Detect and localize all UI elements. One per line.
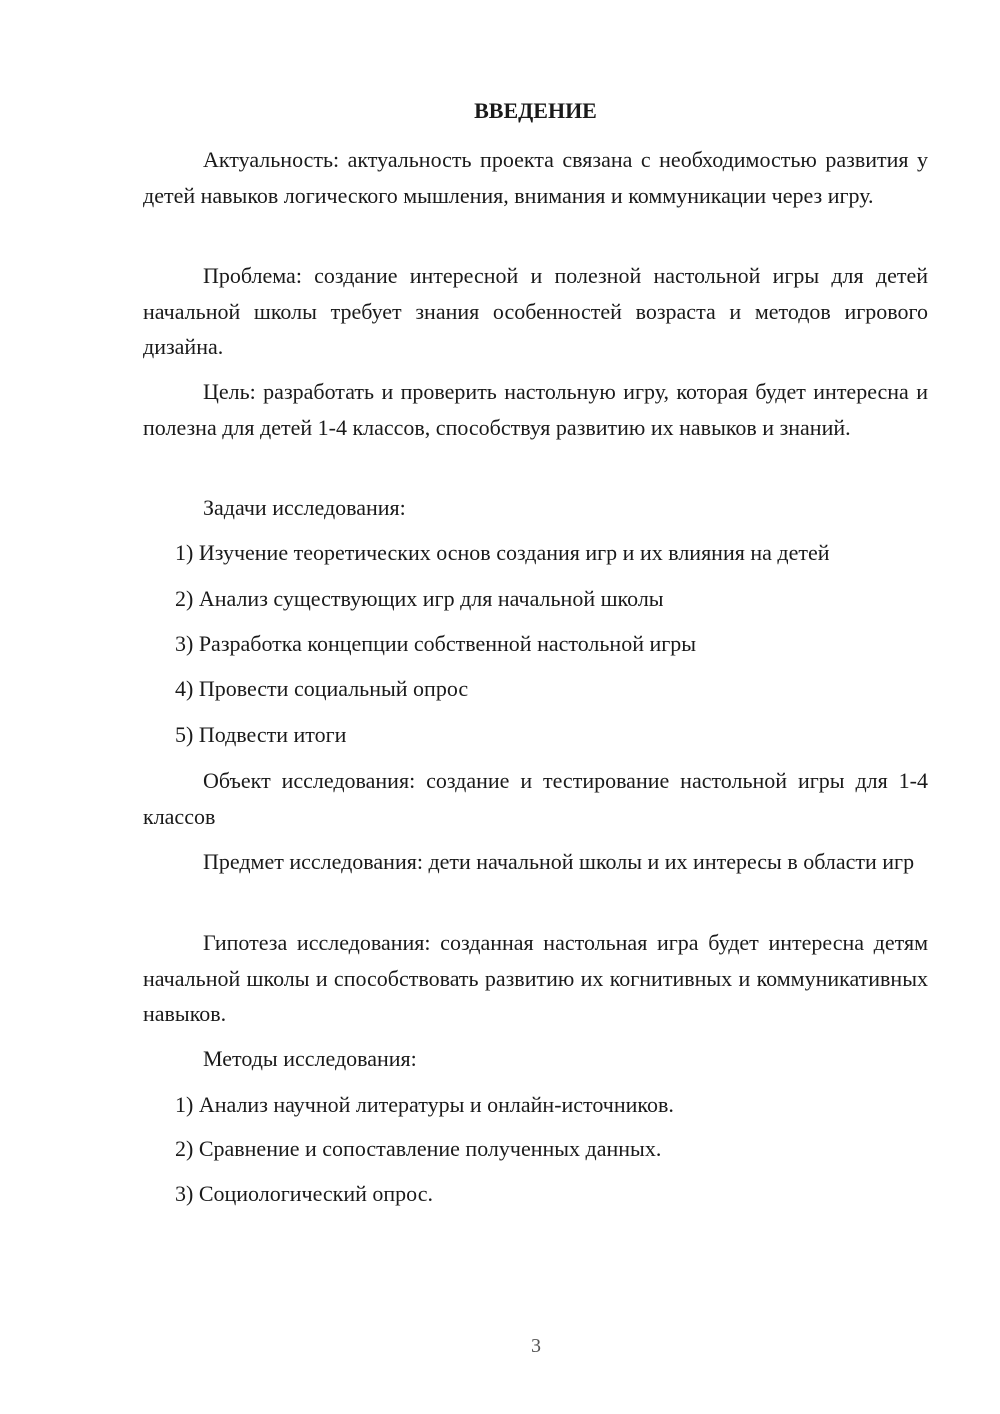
subject-paragraph: Предмет исследования: дети начальной школы и их интересы в области игр <box>203 849 915 874</box>
task-item-4: 4) Провести социальный опрос <box>175 676 469 701</box>
methods-heading: Методы исследования: <box>203 1046 417 1071</box>
task-item-1: 1) Изучение теоретических основ создания игр и их влияния на детей <box>175 540 830 565</box>
problem-paragraph: Проблема: создание интересной и полезной настольной игры для детей начальной школы требует знания особенностей возраста и методов игрового дизайна. <box>143 263 928 359</box>
hypothesis-paragraph: Гипотеза исследования: созданная настольная игра будет интересна детям начальной школы и способствовать развитию их когнитивных и коммуникативных навыков. <box>143 930 928 1026</box>
goal-paragraph: Цель: разработать и проверить настольную игру, которая будет интересна и полезна для детей 1-4 классов, способствуя развитию их навыков и знаний. <box>143 379 928 440</box>
section-title: ВВЕДЕНИЕ <box>474 98 597 123</box>
method-item-1: 1) Анализ научной литературы и онлайн-источников. <box>175 1092 674 1117</box>
task-item-3: 3) Разработка концепции собственной настольной игры <box>175 631 697 656</box>
method-item-2: 2) Сравнение и сопоставление полученных данных. <box>175 1136 662 1161</box>
relevance-paragraph: Актуальность: актуальность проекта связана с необходимостью развития у детей навыков логического мышления, внимания и коммуникации через игру. <box>143 147 928 208</box>
method-item-3: 3) Социологический опрос. <box>175 1181 433 1206</box>
task-item-2: 2) Анализ существующих игр для начальной школы <box>175 586 664 611</box>
object-paragraph: Объект исследования: создание и тестирование настольной игры для 1-4 классов <box>143 768 928 829</box>
task-item-5: 5) Подвести итоги <box>175 722 347 747</box>
page-number: 3 <box>531 1335 541 1357</box>
tasks-heading: Задачи исследования: <box>203 495 406 520</box>
